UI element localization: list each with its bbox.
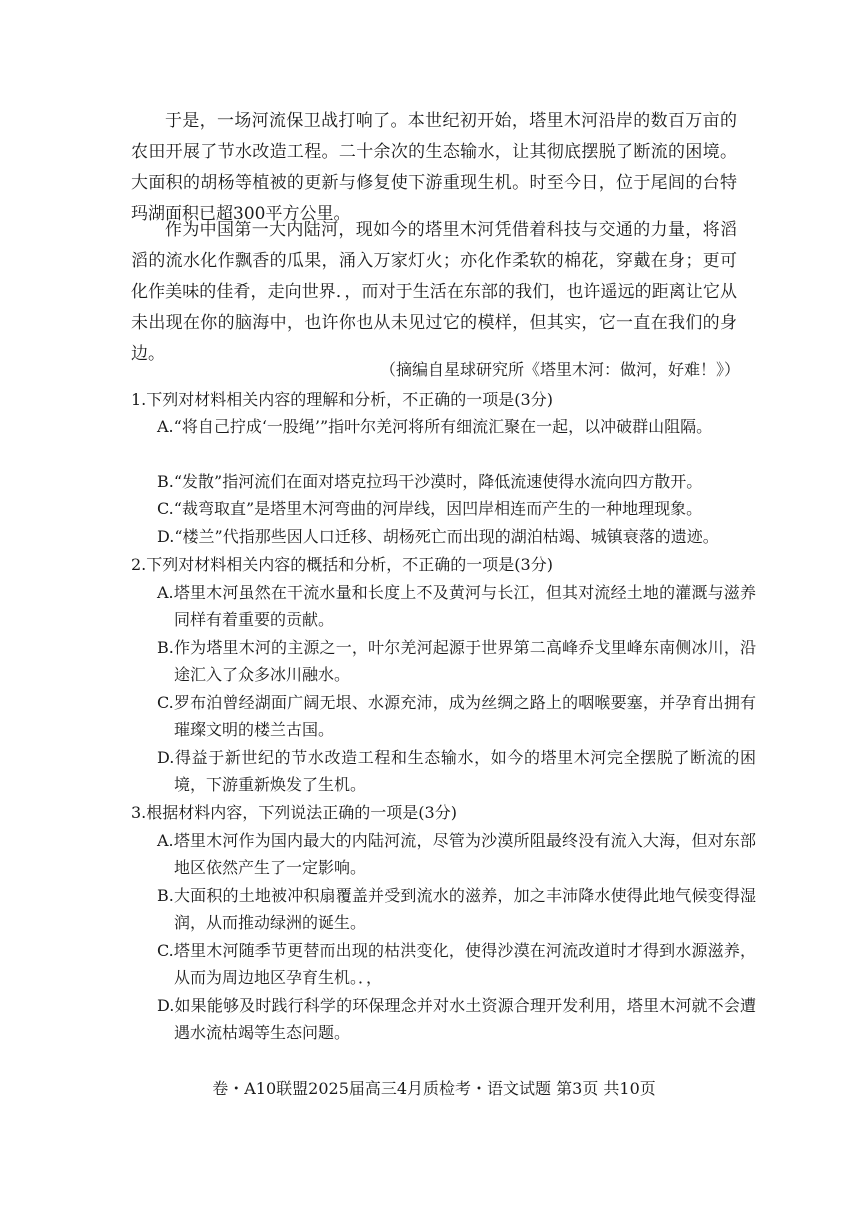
- question-1-option-d: D.“楼兰”代指那些因人口迁移、胡杨死亡而出现的湖泊枯竭、城镇衰落的遗迹。: [157, 527, 719, 546]
- question-3-option-a: A.塔里木河作为国内最大的内陆河流，尽管为沙漠所阻最终没有流入大海，但对东部地区依然产生了一定影响。: [157, 831, 756, 877]
- question-1-option-a: A.“将自己拧成‘一股绳’”指叶尔羌河将所有细流汇聚在一起，以冲破群山阻隔。: [157, 417, 713, 436]
- question-3-option-d: D.如果能够及时践行科学的环保理念并对水土资源合理开发利用，塔里木河就不会遭遇水流枯竭等生态问题。: [157, 996, 756, 1042]
- passage-paragraph-1: 于是，一场河流保卫战打响了。本世纪初开始，塔里木河沿岸的数百万亩的农田开展了节水改造工程。二十余次的生态输水，让其彻底摆脱了断流的困境。大面积的胡杨等植被的更新与修复使下游重现生机。时至今日，位于尾闾的台特玛湖面积已超300平方公里。: [131, 111, 737, 224]
- question-2-option-a: A.塔里木河虽然在干流水量和长度上不及黄河与长江，但其对流经土地的灌溉与滋养同样有着重要的贡献。: [157, 583, 756, 629]
- question-3-stem: 3.根据材料内容，下列说法正确的一项是(3分): [131, 803, 457, 822]
- question-1-option-c: C.“裁弯取直”是塔里木河弯曲的河岸线，因凹岸相连而产生的一种地理现象。: [157, 499, 703, 518]
- passage-paragraph-2: 作为中国第一大内陆河，现如今的塔里木河凭借着科技与交通的力量，将滔滔的流水化作飘香的瓜果，涌入万家灯火；亦化作柔软的棉花，穿戴在身；更可化作美味的佳肴，走向世界．，而对于生活在东部的我们，也许遥远的距离让它从未出现在你的脑海中，也许你也从未见过它的模样，但其实，它一直在我们的身边。: [131, 220, 737, 364]
- question-2-stem: 2.下列对材料相关内容的概括和分析，不正确的一项是(3分): [131, 555, 553, 574]
- question-3-option-b: B.大面积的土地被冲积扇覆盖并受到流水的滋养，加之丰沛降水使得此地气候变得湿润，从而推动绿洲的诞生。: [157, 886, 756, 932]
- question-2-option-c: C.罗布泊曾经湖面广阔无垠、水源充沛，成为丝绸之路上的咽喉要塞，并孕育出拥有璀璨文明的楼兰古国。: [157, 693, 756, 739]
- question-1-option-b: B.“发散”指河流们在面对塔克拉玛干沙漠时，降低流速使得水流向四方散开。: [157, 472, 703, 491]
- question-1-stem: 1.下列对材料相关内容的理解和分析，不正确的一项是(3分): [131, 390, 553, 409]
- question-2-option-d: D.得益于新世纪的节水改造工程和生态输水，如今的塔里木河完全摆脱了断流的困境，下游重新焕发了生机。: [157, 748, 756, 794]
- question-2-option-b: B.作为塔里木河的主源之一，叶尔羌河起源于世界第二高峰乔戈里峰东南侧冰川，沿途汇入了众多冰川融水。: [157, 638, 756, 684]
- page-footer: 卷・A10联盟2025届高三4月质检考・语文试题 第3页 共10页: [212, 1079, 656, 1098]
- passage-source: （摘编自星球研究所《塔里木河：做河，好难！》）: [380, 360, 741, 379]
- question-3-option-c: C.塔里木河随季节更替而出现的枯洪变化，使得沙漠在河流改道时才得到水源滋养，从而为周边地区孕育生机。．，: [157, 941, 756, 987]
